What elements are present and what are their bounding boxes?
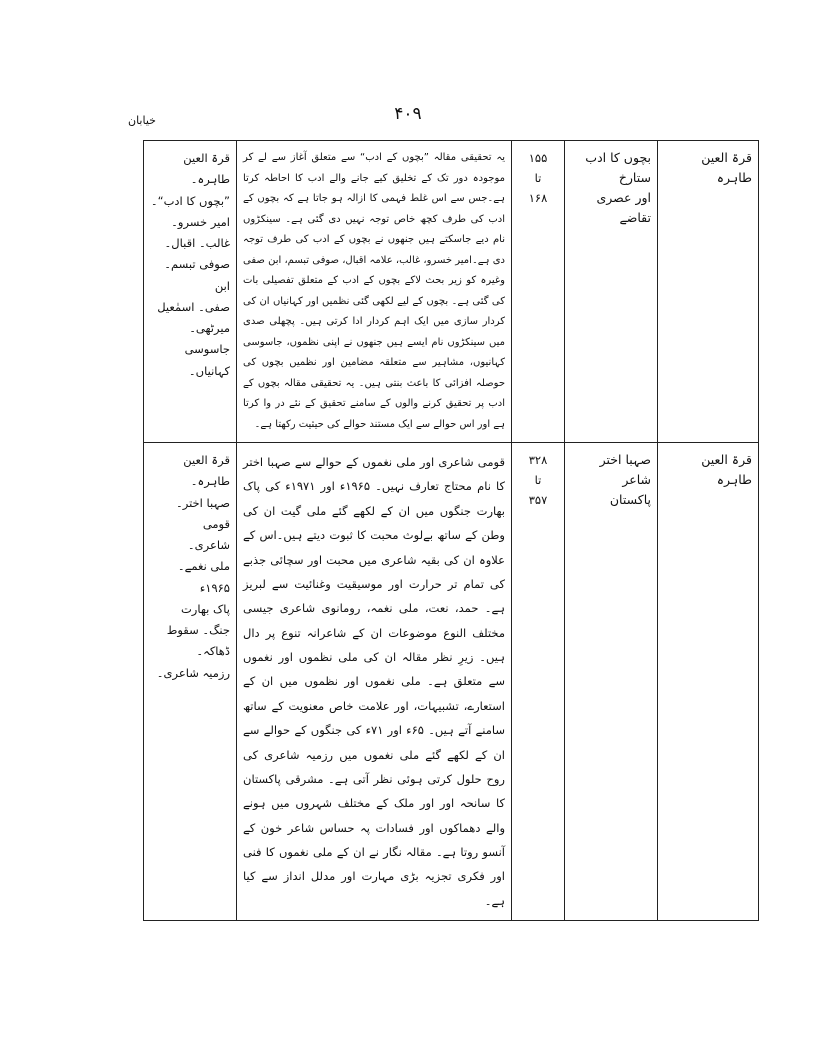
keyword: قرۃ العین طاہرہ۔: [183, 151, 230, 187]
title-line: بچوں کا ادب ستارخ: [585, 150, 651, 185]
keyword: پاک بھارت: [180, 601, 230, 616]
page-start: ۱۵۵: [528, 151, 548, 165]
abstract-cell: قومی شاعری اور ملی نغموں کے حوالے سے صہبا اختر کا نام محتاج تعارف نہیں۔ ۱۹۶۵ء اور ۱۹۷۱ء کی پاک بھارت جنگوں میں ان کے لکھے گئے ملی گیت ان کی وطن کے ساتھ بےلوث محبت کا ثبوت دیتے ہیں۔اس کے علاوہ ان کی بقیہ شاعری میں محبت اور سچائی جذبے کی تمام تر حرارت اور موسیقیت وغنائیت سے لبریز ہے۔ حمد، نعت، ملی نغمہ، رومانوی شاعری جیسی مختلف النوع موضوعات ان کے شاعرانہ تنوع پر دال ہیں۔ زیرِ نظر مقالہ ان کی ملی نظموں اور نغموں سے متعلق ہے۔ ملی نغموں اور نظموں میں ان کے استعارے، تشبیہات، اور علامت خاص معنویت کے ساتھ سامنے آتے ہیں۔ ۶۵ء اور ۷۱ء کی جنگوں کے حوالے سے ان کے لکھے گئے ملی نغموں میں رزمیہ شاعری کی روح حلول کرتی ہوئی نظر آتی ہے۔ مشرقی پاکستان کا سانحہ اور اور ملک کے مختلف شہروں میں ہونے والے دھماکوں اور فسادات پہ حساس شاعر خون کے آنسو روتا ہے۔ مقالہ نگار نے ان کے ملی نغموں کا فنی اور فکری تجزیہ بڑی مہارت اور مدلل انداز سے کیا ہے۔: [237, 443, 512, 921]
keyword: صفی۔ اسمٰعیل: [157, 299, 230, 314]
keywords-cell: [144, 141, 237, 443]
author-name: قرۃ العین طاہرہ: [701, 452, 752, 487]
page-end: ۱۶۸: [528, 191, 548, 206]
title-line: اور عصری تقاضے: [596, 190, 651, 225]
keyword: ”بچوں کا ادب“۔: [150, 193, 230, 208]
index-table: [143, 140, 759, 921]
pages-cell: [512, 141, 565, 443]
page-number: ۴۰۹: [394, 104, 422, 124]
title-cell: [565, 141, 658, 443]
keyword: جنگ۔ سقوط: [166, 623, 230, 638]
pages-cell: [512, 443, 565, 921]
keyword: صہبا اختر۔ قومی: [176, 495, 230, 531]
table-row: [144, 141, 759, 443]
keywords-cell: [144, 443, 237, 921]
page-start: ۳۲۸: [528, 453, 548, 467]
title-line: پاکستان: [609, 492, 651, 507]
keyword: صوفی تبسم۔ ابن: [164, 257, 230, 293]
page-separator: تا: [534, 171, 542, 186]
title-line: صہبا اختر شاعر: [599, 452, 651, 487]
keyword: شاعری۔: [187, 538, 230, 553]
keyword: امیر خسرو۔: [171, 214, 230, 229]
keyword: غالب۔ اقبال۔: [164, 236, 230, 251]
author-cell: [658, 141, 759, 443]
keyword: میرٹھی۔: [189, 321, 230, 336]
page-separator: تا: [534, 473, 542, 488]
author-name: قرۃ العین طاہرہ: [701, 150, 752, 185]
keyword: ملی نغمے۔ ۱۹۶۵ء: [177, 559, 230, 595]
table-row: [144, 443, 759, 921]
author-cell: [658, 443, 759, 921]
keyword: ڈھاکہ۔: [196, 644, 230, 659]
keyword: قرۃ العین طاہرہ۔: [183, 453, 230, 489]
keyword: جاسوسی کہانیاں۔: [184, 342, 230, 378]
journal-name: خیابان: [128, 114, 156, 127]
page-end: ۳۵۷: [528, 493, 548, 508]
abstract-cell: یہ تحقیقی مقالہ ”بچوں کے ادب“ سے متعلق آغاز سے لے کر موجودہ دور تک کے تخلیق کیے جانے والے ادب کا احاطہ کرتا ہے۔جس سے اس غلط فہمی کا ازالہ ہو جاتا ہے کہ بچوں کے ادب کی طرف کچھ خاص توجہ نہیں دی گئی ہے۔ سینکڑوں نام دیے جاسکتے ہیں جنھوں نے بچوں کے ادب کی طرف توجہ دی ہے۔امیر خسرو، غالب، علامہ اقبال، صوفی تبسم، ابن صفی وغیرہ کو زیر بحث لاکے بچوں کے ادب کے متعلق تفصیلی بات کی گئی ہے۔ بچوں کے لیے لکھی گئی نظمیں اور کہانیاں ان کی کردار سازی میں ایک اہم کردار ادا کرتی ہیں۔ پچھلی صدی میں سینکڑوں نام ایسے ہیں جنھوں نے اپنی نظموں، جاسوسی کہانیوں، مشاہیر سے متعلقہ مضامین اور نظمیں بچوں کی حوصلہ افزائی کا باعث بنتی ہیں۔ یہ تحقیقی مقالہ بچوں کے ادب پر تحقیق کرنے والوں کے سامنے تحقیق کے نئے در وا کرتا ہے اور اس حوالے سے ایک مستند حوالے کی حیثیت رکھتا ہے۔: [237, 141, 512, 443]
title-cell: [565, 443, 658, 921]
keyword: رزمیہ شاعری۔: [156, 665, 230, 680]
